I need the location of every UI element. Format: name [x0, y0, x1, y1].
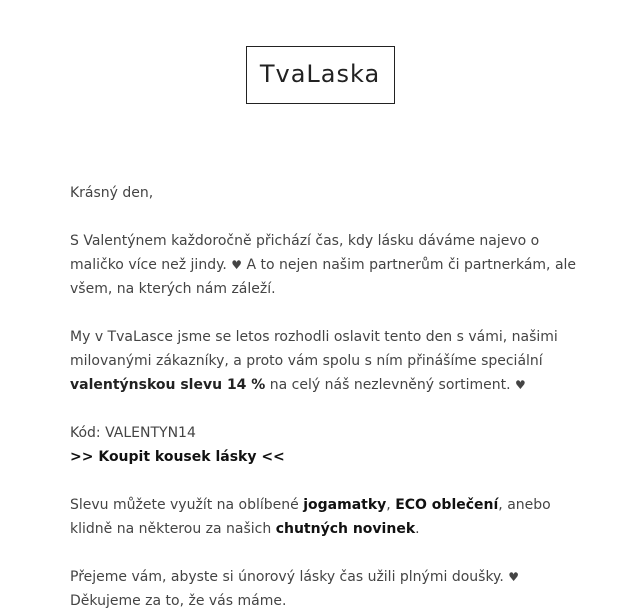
products-text: Slevu můžete využít na oblíbené [70, 497, 299, 513]
intro-text-2: A to nejen našim partnerům či partnerkám, ale všem, na kterých nám záleží. [70, 257, 577, 297]
comma: , [386, 497, 391, 513]
closing-line [70, 565, 590, 589]
heart-icon: ♥ [231, 258, 243, 272]
offer-paragraph [70, 325, 590, 397]
discount-highlight: valentýnskou slevu 14 % [70, 377, 266, 393]
thanks-line: Děkujeme za to, že vás máme. [70, 593, 287, 609]
header [0, 46, 640, 104]
offer-text: My v TvaLasce jsme se letos rozhodli oslavit tento den s vámi, našimi milovanými zákazníky, a proto vám spolu s ním přinášíme speciální [70, 329, 558, 369]
yoga-mats-link[interactable]: jogamatky [303, 497, 387, 513]
intro-paragraph [70, 229, 590, 301]
products-text-2: , anebo klidně na některou za našich [70, 497, 551, 537]
greeting: Krásný den, [70, 185, 154, 201]
brand-logo[interactable]: TvaLaska [246, 46, 395, 104]
offer-text-2: na celý náš nezlevněný sortiment. [269, 377, 511, 393]
email-body [70, 181, 590, 613]
closing-text: Přejeme vám, abyste si únorový lásky čas užili plnými doušky. [70, 569, 504, 585]
intro-text: S Valentýnem každoročně přichází čas, kdy lásku dáváme najevo o maličko více než jindy. [70, 233, 540, 273]
heart-icon: ♥ [508, 570, 520, 584]
cta-paragraph [70, 445, 590, 469]
discount-code: Kód: VALENTYN14 [70, 425, 196, 441]
heart-icon: ♥ [515, 378, 526, 392]
eco-clothing-link[interactable]: ECO oblečení [395, 497, 499, 513]
shop-cta-link[interactable]: >> Koupit kousek lásky << [70, 449, 285, 465]
period: . [415, 521, 420, 537]
products-paragraph [70, 493, 590, 541]
new-products-link[interactable]: chutných novinek [275, 521, 416, 537]
